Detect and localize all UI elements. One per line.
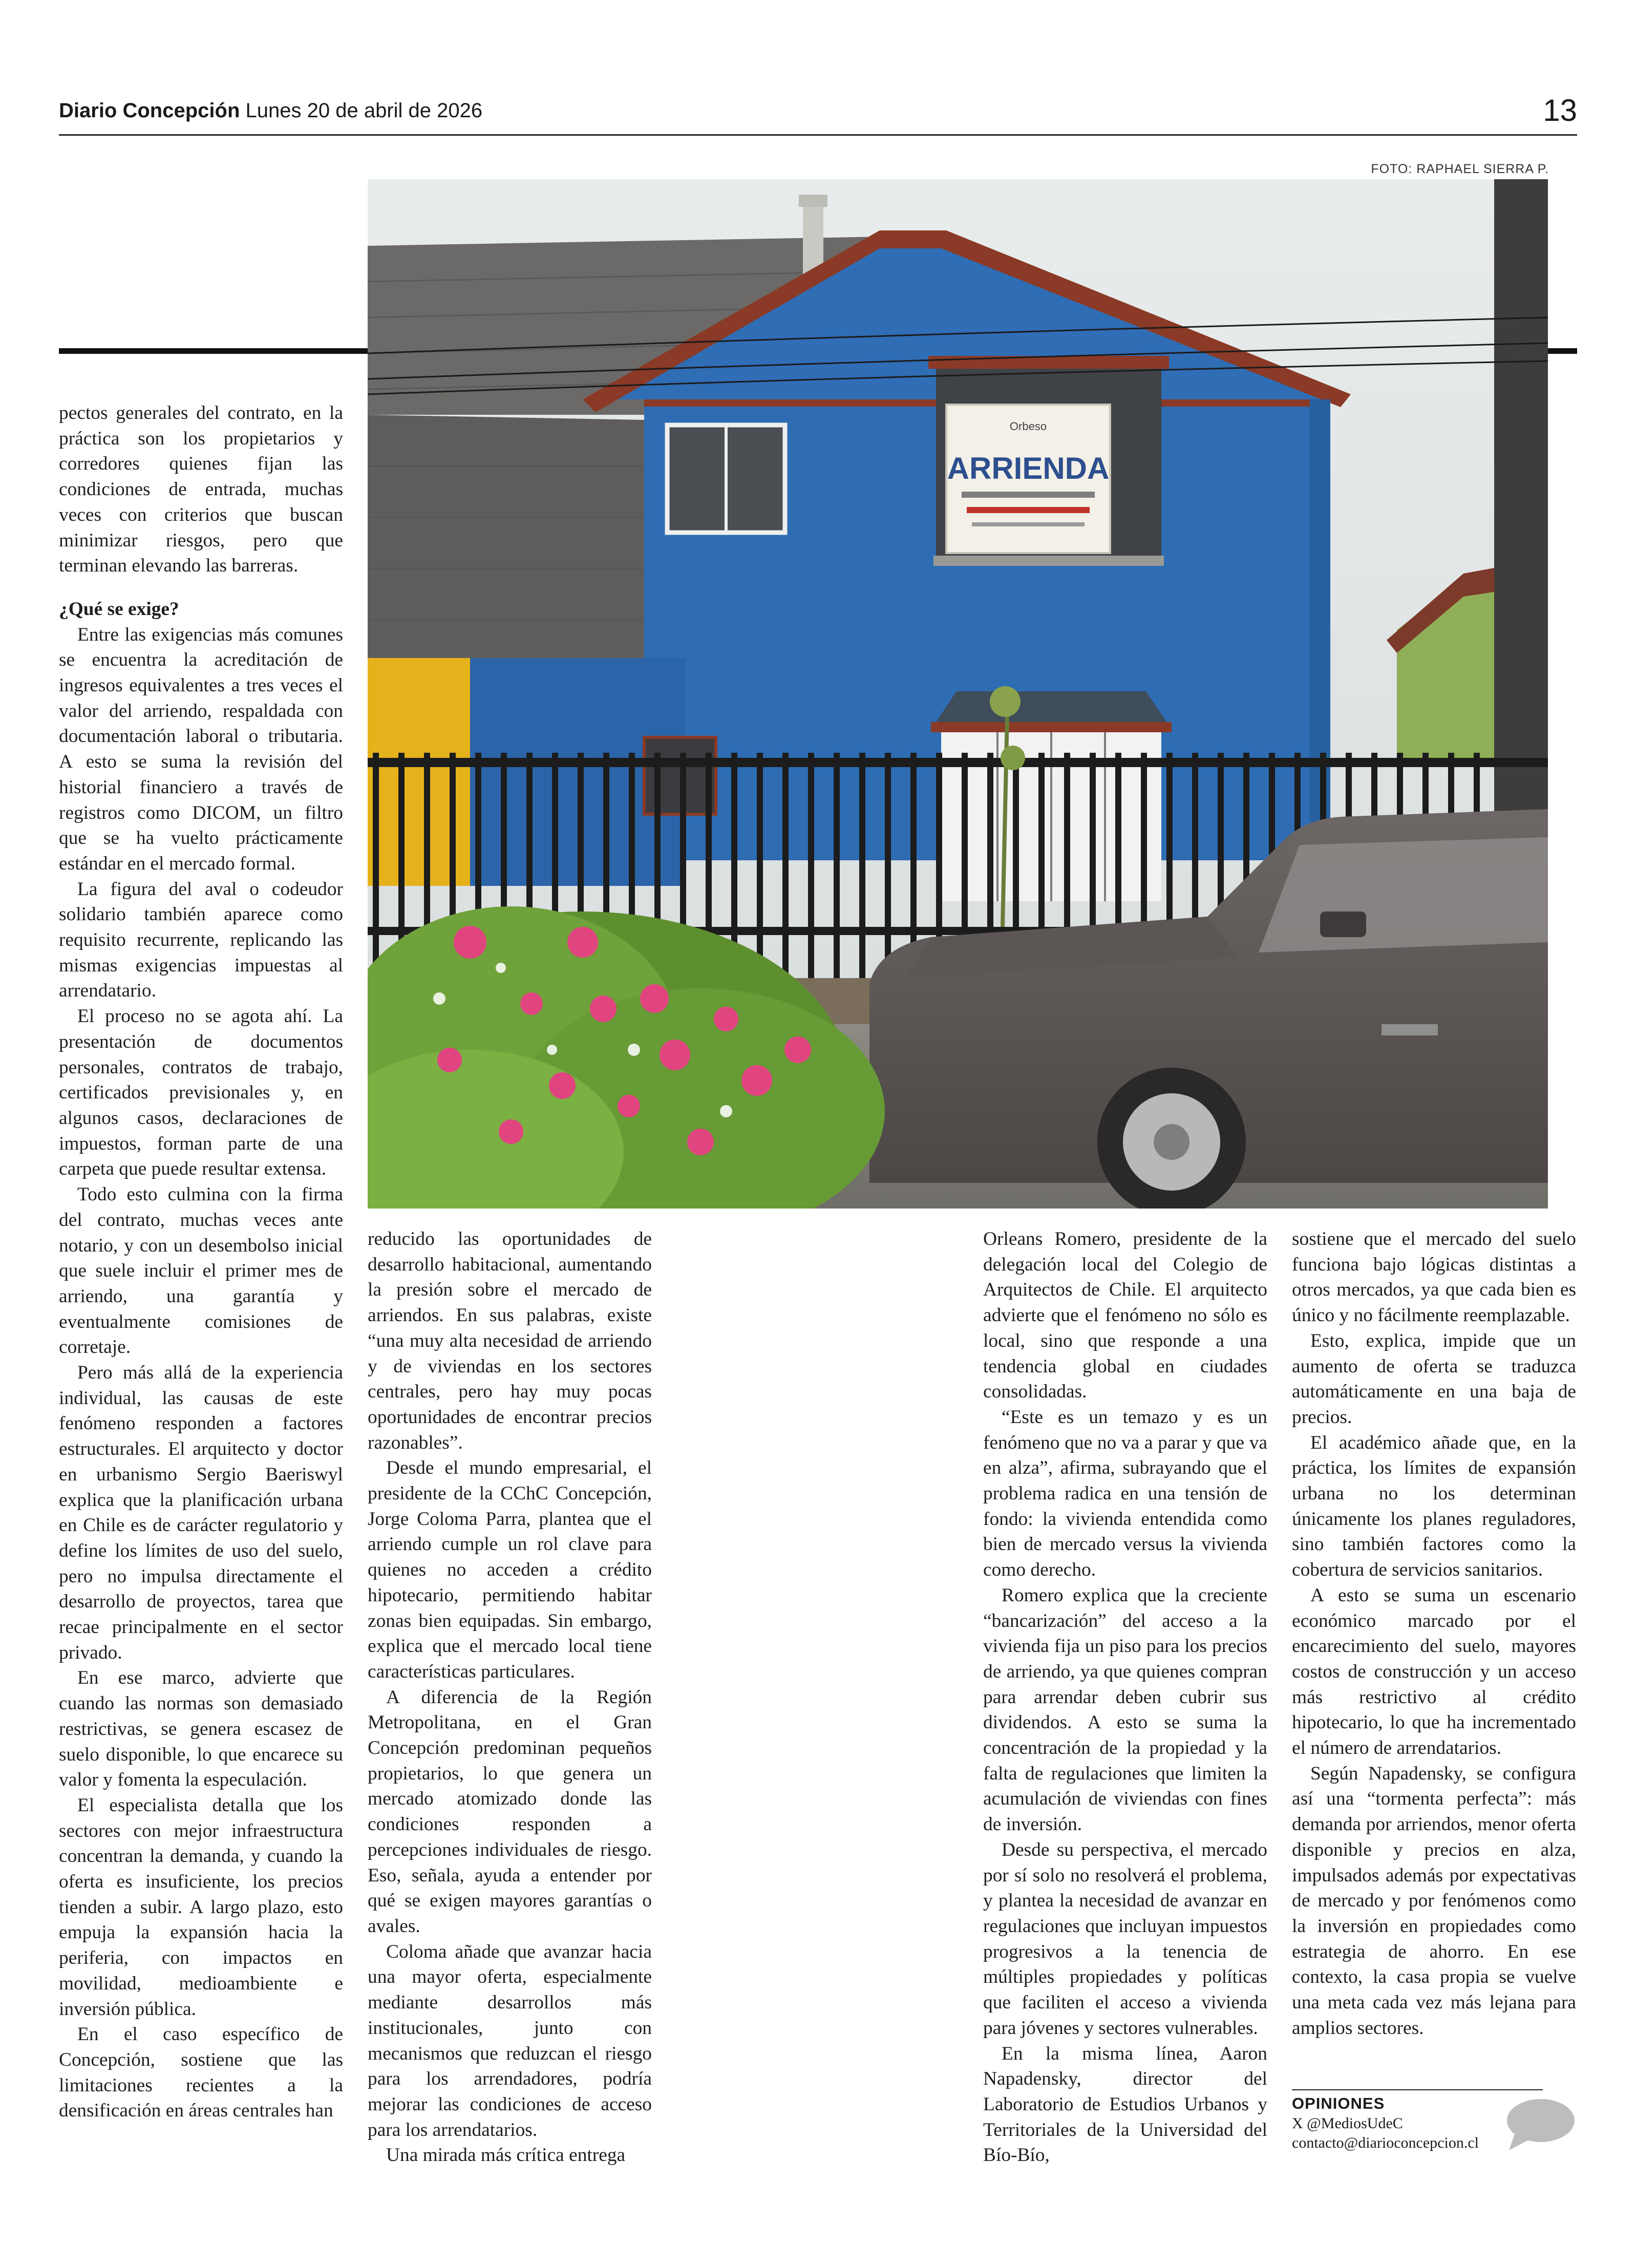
paragraph: La figura del aval o codeudor solidario también aparece como requisito recurrente, replicando las mismas exigencias impuestas al arrendatario. [59, 878, 343, 1002]
article-column-3 [983, 1226, 1267, 2168]
paragraph: Esto, explica, impide que un aumento de oferta se traduzca automáticamente en una baja de precios. [1292, 1330, 1576, 1428]
article-column-1 [59, 400, 343, 2124]
header-rule [59, 134, 1577, 136]
paragraph: El especialista detalla que los sectores con mejor infraestructura concentran la demanda, y cuando la oferta es insuficiente, los precios tienden a subir. A largo plazo, esto empuja la expansión hacia la periferia, con impactos en movilidad, medioambiente e inversión pública. [59, 1794, 343, 2020]
paragraph: Entre las exigencias más comunes se encuentra la acreditación de ingresos equivalentes a tres veces el valor del arriendo, respaldada con documentación laboral o tributaria. A esto se suma la revisión del historial financiero a través de registros como DICOM, un filtro que se ha vuelto prácticamente estándar en el mercado formal. [59, 624, 343, 874]
paragraph: Según Napadensky, se configura así una “tormenta perfecta”: más demanda por arriendos, menor oferta disponible y precios en alza, impulsados además por expectativas de mercado y por fenómenos como la inversión en propiedades como estrategia de ahorro. En ese contexto, la casa propia se vuelve una meta cada vez más lejana para amplios sectores. [1292, 1763, 1576, 2039]
paragraph: Orleans Romero, presidente de la delegación local del Colegio de Arquitectos de Chile. El arquitecto advierte que el fenómeno no sólo es local, sino que responde a una tendencia global en ciudades consolidadas. [983, 1228, 1267, 1403]
paragraph: El académico añade que, en la práctica, los límites de expansión urbana no los determinan únicamente los planes reguladores, sino también factores como la cobertura de servicios sanitarios. [1292, 1432, 1576, 1581]
article-column-2 [368, 1226, 652, 2168]
paragraph: Romero explica que la creciente “bancarización” del acceso a la vivienda fija un piso para los precios de arriendo, ya que quienes compran para arrendar deben cubrir sus dividendos. A esto se suma la concentración de la propiedad y la falta de regulaciones que limiten la acumulación de viviendas con fines de inversión. [983, 1584, 1267, 1835]
paragraph: pectos generales del contrato, en la práctica son los propietarios y corredores quienes fijan las condiciones de entrada, muchas veces con criterios que buscan minimizar riesgos, pero que terminan elevando las barreras. [59, 402, 343, 577]
paragraph: Coloma añade que avanzar hacia una mayor oferta, especialmente mediante desarrollos más institucionales, junto con mecanismos que reduzcan el riesgo para los arrendadores, podría mejorar las condiciones de acceso para los arrendatarios. [368, 1941, 652, 2140]
paragraph: En el caso específico de Concepción, sostiene que las limitaciones recientes a la densificación en áreas centrales han [59, 2024, 343, 2122]
page-number: 13 [1543, 93, 1577, 128]
paragraph: El proceso no se agota ahí. La presentación de documentos personales, contratos de trabajo, certificados previsionales y, en algunos casos, declaraciones de impuestos, forman parte de una carpeta que puede resultar extensa. [59, 1006, 343, 1180]
paragraph: Desde su perspectiva, el mercado por sí solo no resolverá el problema, y plantea la necesidad de avanzar en regulaciones que incluyan impuestos progresivos a la tenencia de múltiples propiedades y políticas que faciliten el acceso a vivienda para jóvenes y sectores vulnerables. [983, 1839, 1267, 2039]
paragraph: Desde el mundo empresarial, el presidente de la CChC Concepción, Jorge Coloma Parra, plantea que el arriendo cumple un rol clave para quienes no acceden a crédito hipotecario, permitiendo habitar zonas bien equipadas. Sin embargo, explica que el mercado local tiene características particulares. [368, 1457, 652, 1682]
paragraph: “Este es un temazo y es un fenómeno que no va a parar y que va en alza”, afirma, subrayando que el problema radica en una tensión de fondo: la vivienda entendida como bien de mercado versus la vivienda como derecho. [983, 1406, 1267, 1581]
photo-credit: FOTO: RAPHAEL SIERRA P. [1371, 162, 1549, 176]
paragraph: reducido las oportunidades de desarrollo habitacional, aumentando la presión sobre el mercado de arriendos. En sus palabras, existe “una muy alta necesidad de arriendo y de viviendas en los sectores centrales, pero hay muy pocas oportunidades de encontrar precios razonables”. [368, 1228, 652, 1453]
paragraph: Todo esto culmina con la firma del contrato, muchas veces ante notario, y con un desembolso inicial que suele incluir el primer mes de arriendo, una garantía y eventualmente comisiones de corretaje. [59, 1184, 343, 1358]
sign-brand: Orbeso [1009, 420, 1047, 433]
section-rule-left [59, 348, 368, 354]
paragraph: sostiene que el mercado del suelo funciona bajo lógicas distintas a otros mercados, ya que cada bien es único y no fácilmente reemplazable. [1292, 1228, 1576, 1326]
paragraph: En la misma línea, Aaron Napadensky, director del Laboratorio de Estudios Urbanos y Territoriales de la Universidad del Bío-Bío, [983, 2043, 1267, 2166]
subheading: ¿Qué se exige? [59, 598, 179, 620]
paragraph: A diferencia de la Región Metropolitana, en el Gran Concepción predominan pequeños propietarios, lo que genera un mercado atomizado donde las condiciones responden a percepciones individuales de riesgo. Eso, señala, ayuda a entender por qué se exigen mayores garantías o avales. [368, 1686, 652, 1937]
opinions-title: OPINIONES [1292, 2094, 1385, 2112]
paper-name: Diario Concepción [59, 99, 240, 122]
issue-date: Lunes 20 de abril de 2026 [245, 99, 483, 122]
speech-bubble-icon [1504, 2097, 1576, 2156]
section-rule-right [1548, 348, 1577, 354]
house-photo [368, 179, 1548, 1209]
paragraph: A esto se suma un escenario económico marcado por el encarecimiento del suelo, mayores costos de construcción y un acceso más restrictivo al crédito hipotecario, lo que ha incrementado el número de arrendatarios. [1292, 1584, 1576, 1759]
paragraph: Pero más allá de la experiencia individual, las causas de este fenómeno responden a factores estructurales. El arquitecto y doctor en urbanismo Sergio Baeriswyl explica que la planificación urbana en Chile es de carácter regulatorio y define los límites de uso del suelo, pero no impulsa directamente el desarrollo de proyectos, tarea que recae principalmente en el sector privado. [59, 1362, 343, 1663]
paragraph: Una mirada más crítica entrega [386, 2145, 626, 2166]
sign-arrienda: ARRIENDA [947, 451, 1110, 485]
article-column-4 [1292, 1226, 1576, 2041]
opinions-rule [1292, 2089, 1543, 2090]
masthead [59, 98, 482, 123]
paragraph: En ese marco, advierte que cuando las normas son demasiado restrictivas, se genera escasez de suelo disponible, lo que encarece su valor y fomenta la especulación. [59, 1667, 343, 1791]
social-handle[interactable]: X @MediosUdeC [1292, 2115, 1403, 2132]
contact-email[interactable]: contacto@diarioconcepcion.cl [1292, 2134, 1479, 2151]
opinions-box [1292, 2093, 1497, 2153]
